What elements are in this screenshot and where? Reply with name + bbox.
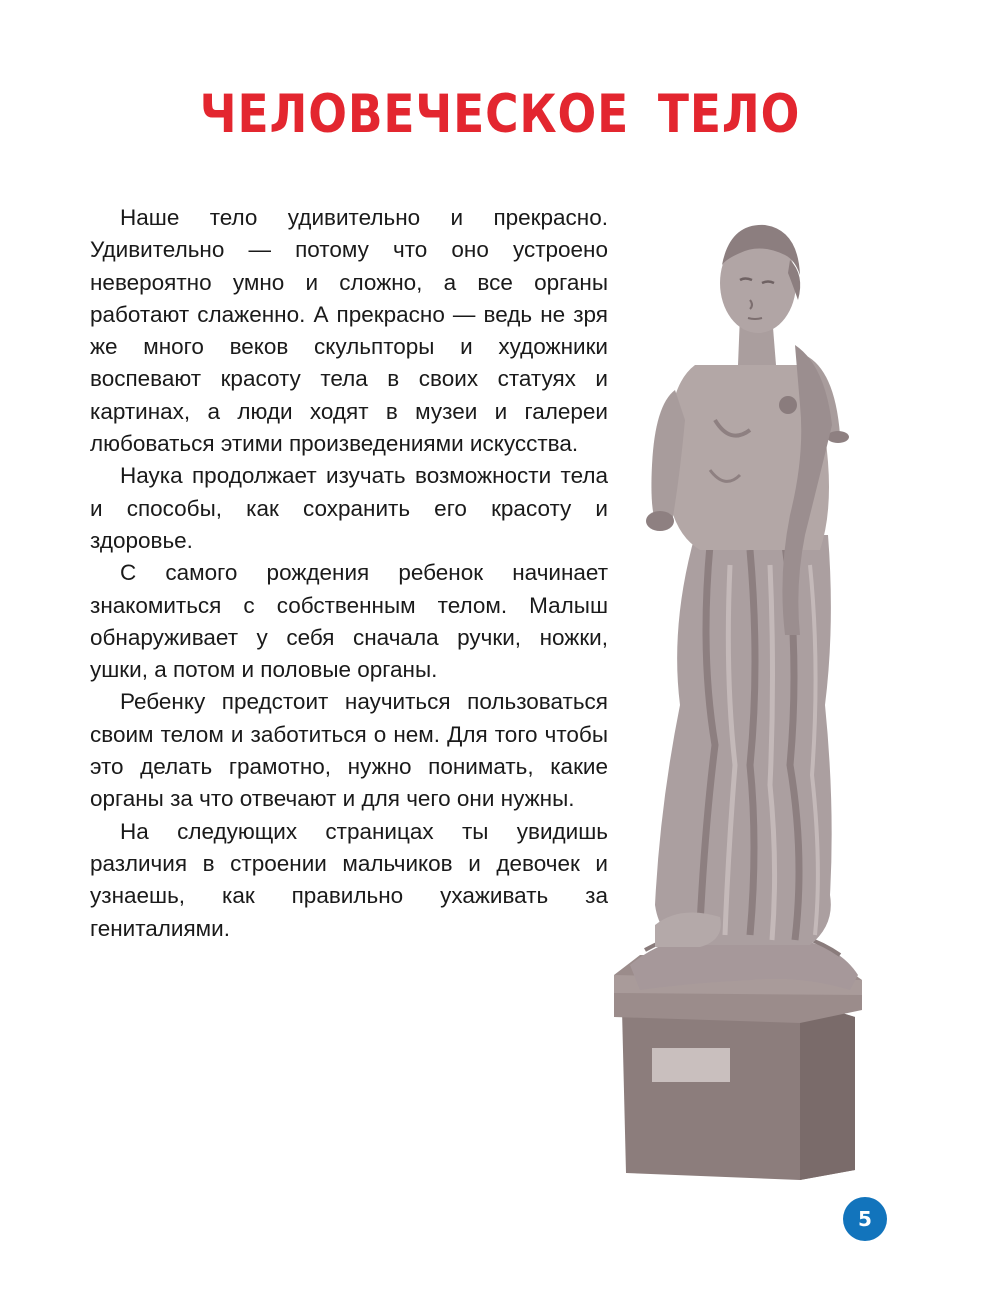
- plaque: [652, 1048, 730, 1082]
- statue-illustration: [600, 205, 870, 1185]
- paragraph: С самого рождения ребенок начинает знакомиться с собственным телом. Малыш обнаруживает у себя сначала ручки, ножки, ушки, а потом и половые органы.: [90, 560, 608, 683]
- paragraph: Ребенку предстоит научиться пользоваться своим телом и заботиться о нем. Для того чтобы это делать грамотно, нужно понимать, какие органы за что отвечают и для чего они нужны.: [90, 689, 608, 812]
- paragraph: Наука продолжает изучать возможности тела и способы, как сохранить его красоту и здоровье.: [90, 463, 608, 553]
- pedestal: [614, 955, 862, 1180]
- paragraph: На следующих страницах ты увидишь различия в строении мальчиков и девочек и узнаешь, как правильно ухаживать за гениталиями.: [90, 818, 608, 941]
- page-title: ЧЕЛОВЕЧЕСКОЕ ТЕЛО: [199, 84, 801, 145]
- page-number-badge: 5: [843, 1197, 887, 1241]
- body-text: [90, 202, 608, 945]
- paragraph: Наше тело удивительно и прекрасно. Удивительно — потому что оно устроено невероятно умно и сложно, а все органы работают слаженно. А прекрасно — ведь не зря же много веков скульпторы и художники воспевают красоту тела в своих статуях и картинах, а люди ходят в музеи и галереи любоваться этими произведениями искусства.: [90, 205, 608, 457]
